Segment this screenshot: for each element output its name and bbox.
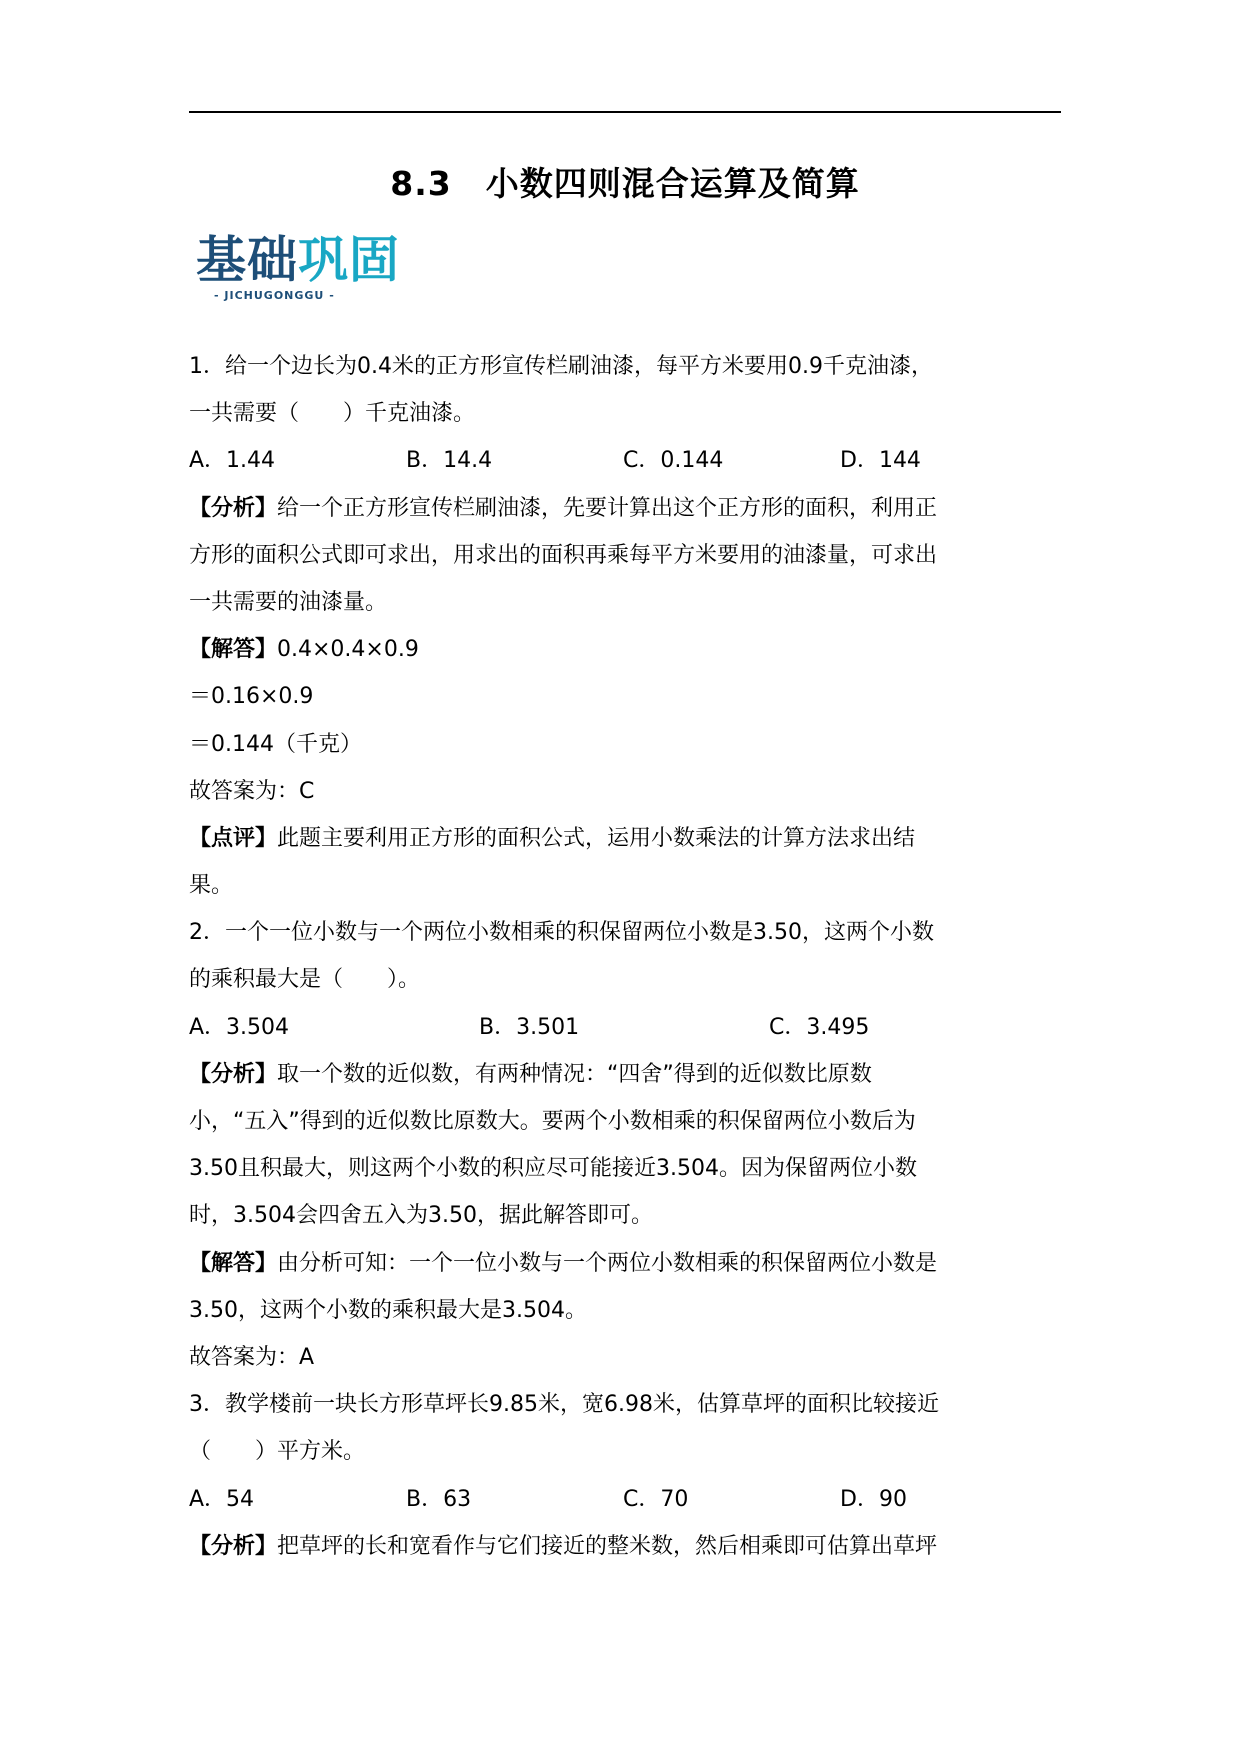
q2-analysis-line: 小，“五入”得到的近似数比原数大。要两个小数相乘的积保留两位小数后为: [189, 1109, 916, 1134]
q3-option-a: A．54: [189, 1486, 255, 1512]
page-title: 8.3 小数四则混合运算及简算: [390, 164, 860, 203]
answer-text: 0.4×0.4×0.9: [277, 637, 419, 663]
answer-text: 由分析可知：一个一位小数与一个两位小数相乘的积保留两位小数是: [277, 1250, 938, 1276]
logo-text-main: 基础: [196, 231, 298, 289]
q1-analysis-line: 一共需要的油漆量。: [189, 589, 388, 615]
q1-option-b: B．14.4: [406, 448, 493, 474]
q2-stem-line: 2．一个一位小数与一个两位小数相乘的积保留两位小数是3.50，这两个小数: [189, 920, 934, 946]
answer-tag: 【解答】: [189, 1250, 278, 1276]
q2-analysis-line: 3.50且积最大，则这两个小数的积应尽可能接近3.504。因为保留两位小数: [189, 1156, 917, 1182]
q3-stem-line: （ ）平方米。: [189, 1439, 366, 1465]
analysis-text: 取一个数的近似数，有两种情况：“四舍”得到的近似数比原数: [277, 1061, 872, 1087]
section-logo: [196, 232, 416, 312]
q3-option-b: B．63: [406, 1486, 472, 1512]
analysis-tag: 【分析】: [189, 495, 278, 521]
q1-options: [189, 437, 1059, 484]
q2-stem-line: 的乘积最大是（ ）。: [189, 967, 421, 993]
q3-analysis-line: [189, 1523, 1059, 1570]
header-rule: [189, 111, 1061, 113]
q2-analysis-line: 时，3.504会四舍五入为3.50，据此解答即可。: [189, 1203, 653, 1229]
analysis-text: 把草坪的长和宽看作与它们接近的整米数，然后相乘即可估算出草坪: [277, 1533, 938, 1559]
q1-analysis-line: 方形的面积公式即可求出，用求出的面积再乘每平方米要用的油漆量，可求出: [189, 542, 938, 568]
q1-comment-line: [189, 815, 1059, 862]
q2-final-answer: 故答案为：A: [189, 1344, 315, 1370]
q2-answer-line: 3.50，这两个小数的乘积最大是3.504。: [189, 1297, 587, 1323]
q1-option-c: C．0.144: [623, 448, 724, 474]
q1-stem-line: 1．给一个边长为0.4米的正方形宣传栏刷油漆，每平方米要用0.9千克油漆，: [189, 354, 933, 379]
q3-options: [189, 1476, 1059, 1523]
q1-final-answer: 故答案为：C: [189, 778, 315, 804]
q2-analysis-line: [189, 1051, 1059, 1098]
q3-option-c: C．70: [623, 1486, 689, 1512]
q1-answer-line: [189, 626, 1059, 673]
logo-text-accent: 巩固: [298, 231, 400, 289]
q1-answer-line: ＝0.16×0.9: [189, 684, 314, 710]
q1-stem-line: 一共需要（ ）千克油漆。: [189, 401, 476, 427]
comment-text: 此题主要利用正方形的面积公式，运用小数乘法的计算方法求出结: [277, 825, 916, 851]
q2-option-a: A．3.504: [189, 1014, 290, 1040]
q2-answer-line: [189, 1240, 1059, 1287]
answer-tag: 【解答】: [189, 637, 278, 663]
q1-answer-line: ＝0.144（千克）: [189, 731, 362, 757]
q2-option-c: C．3.495: [769, 1014, 870, 1040]
analysis-text: 给一个正方形宣传栏刷油漆，先要计算出这个正方形的面积，利用正: [277, 495, 938, 521]
document-body: [189, 343, 1059, 1570]
q3-stem-line: 3．教学楼前一块长方形草坪长9.85米，宽6.98米，估算草坪的面积比较接近: [189, 1392, 939, 1418]
q3-option-d: D．90: [840, 1486, 907, 1512]
analysis-tag: 【分析】: [189, 1533, 278, 1559]
q2-options: [189, 1004, 1059, 1051]
q2-option-b: B．3.501: [479, 1014, 580, 1040]
q1-option-d: D．144: [840, 448, 921, 474]
q1-option-a: A．1.44: [189, 448, 276, 474]
logo-subtitle: - JICHUGONGGU -: [214, 289, 335, 302]
q1-analysis-line: [189, 485, 1059, 532]
logo-text: [196, 232, 400, 288]
comment-tag: 【点评】: [189, 825, 278, 851]
analysis-tag: 【分析】: [189, 1061, 278, 1087]
q1-comment-line: 果。: [189, 873, 234, 899]
